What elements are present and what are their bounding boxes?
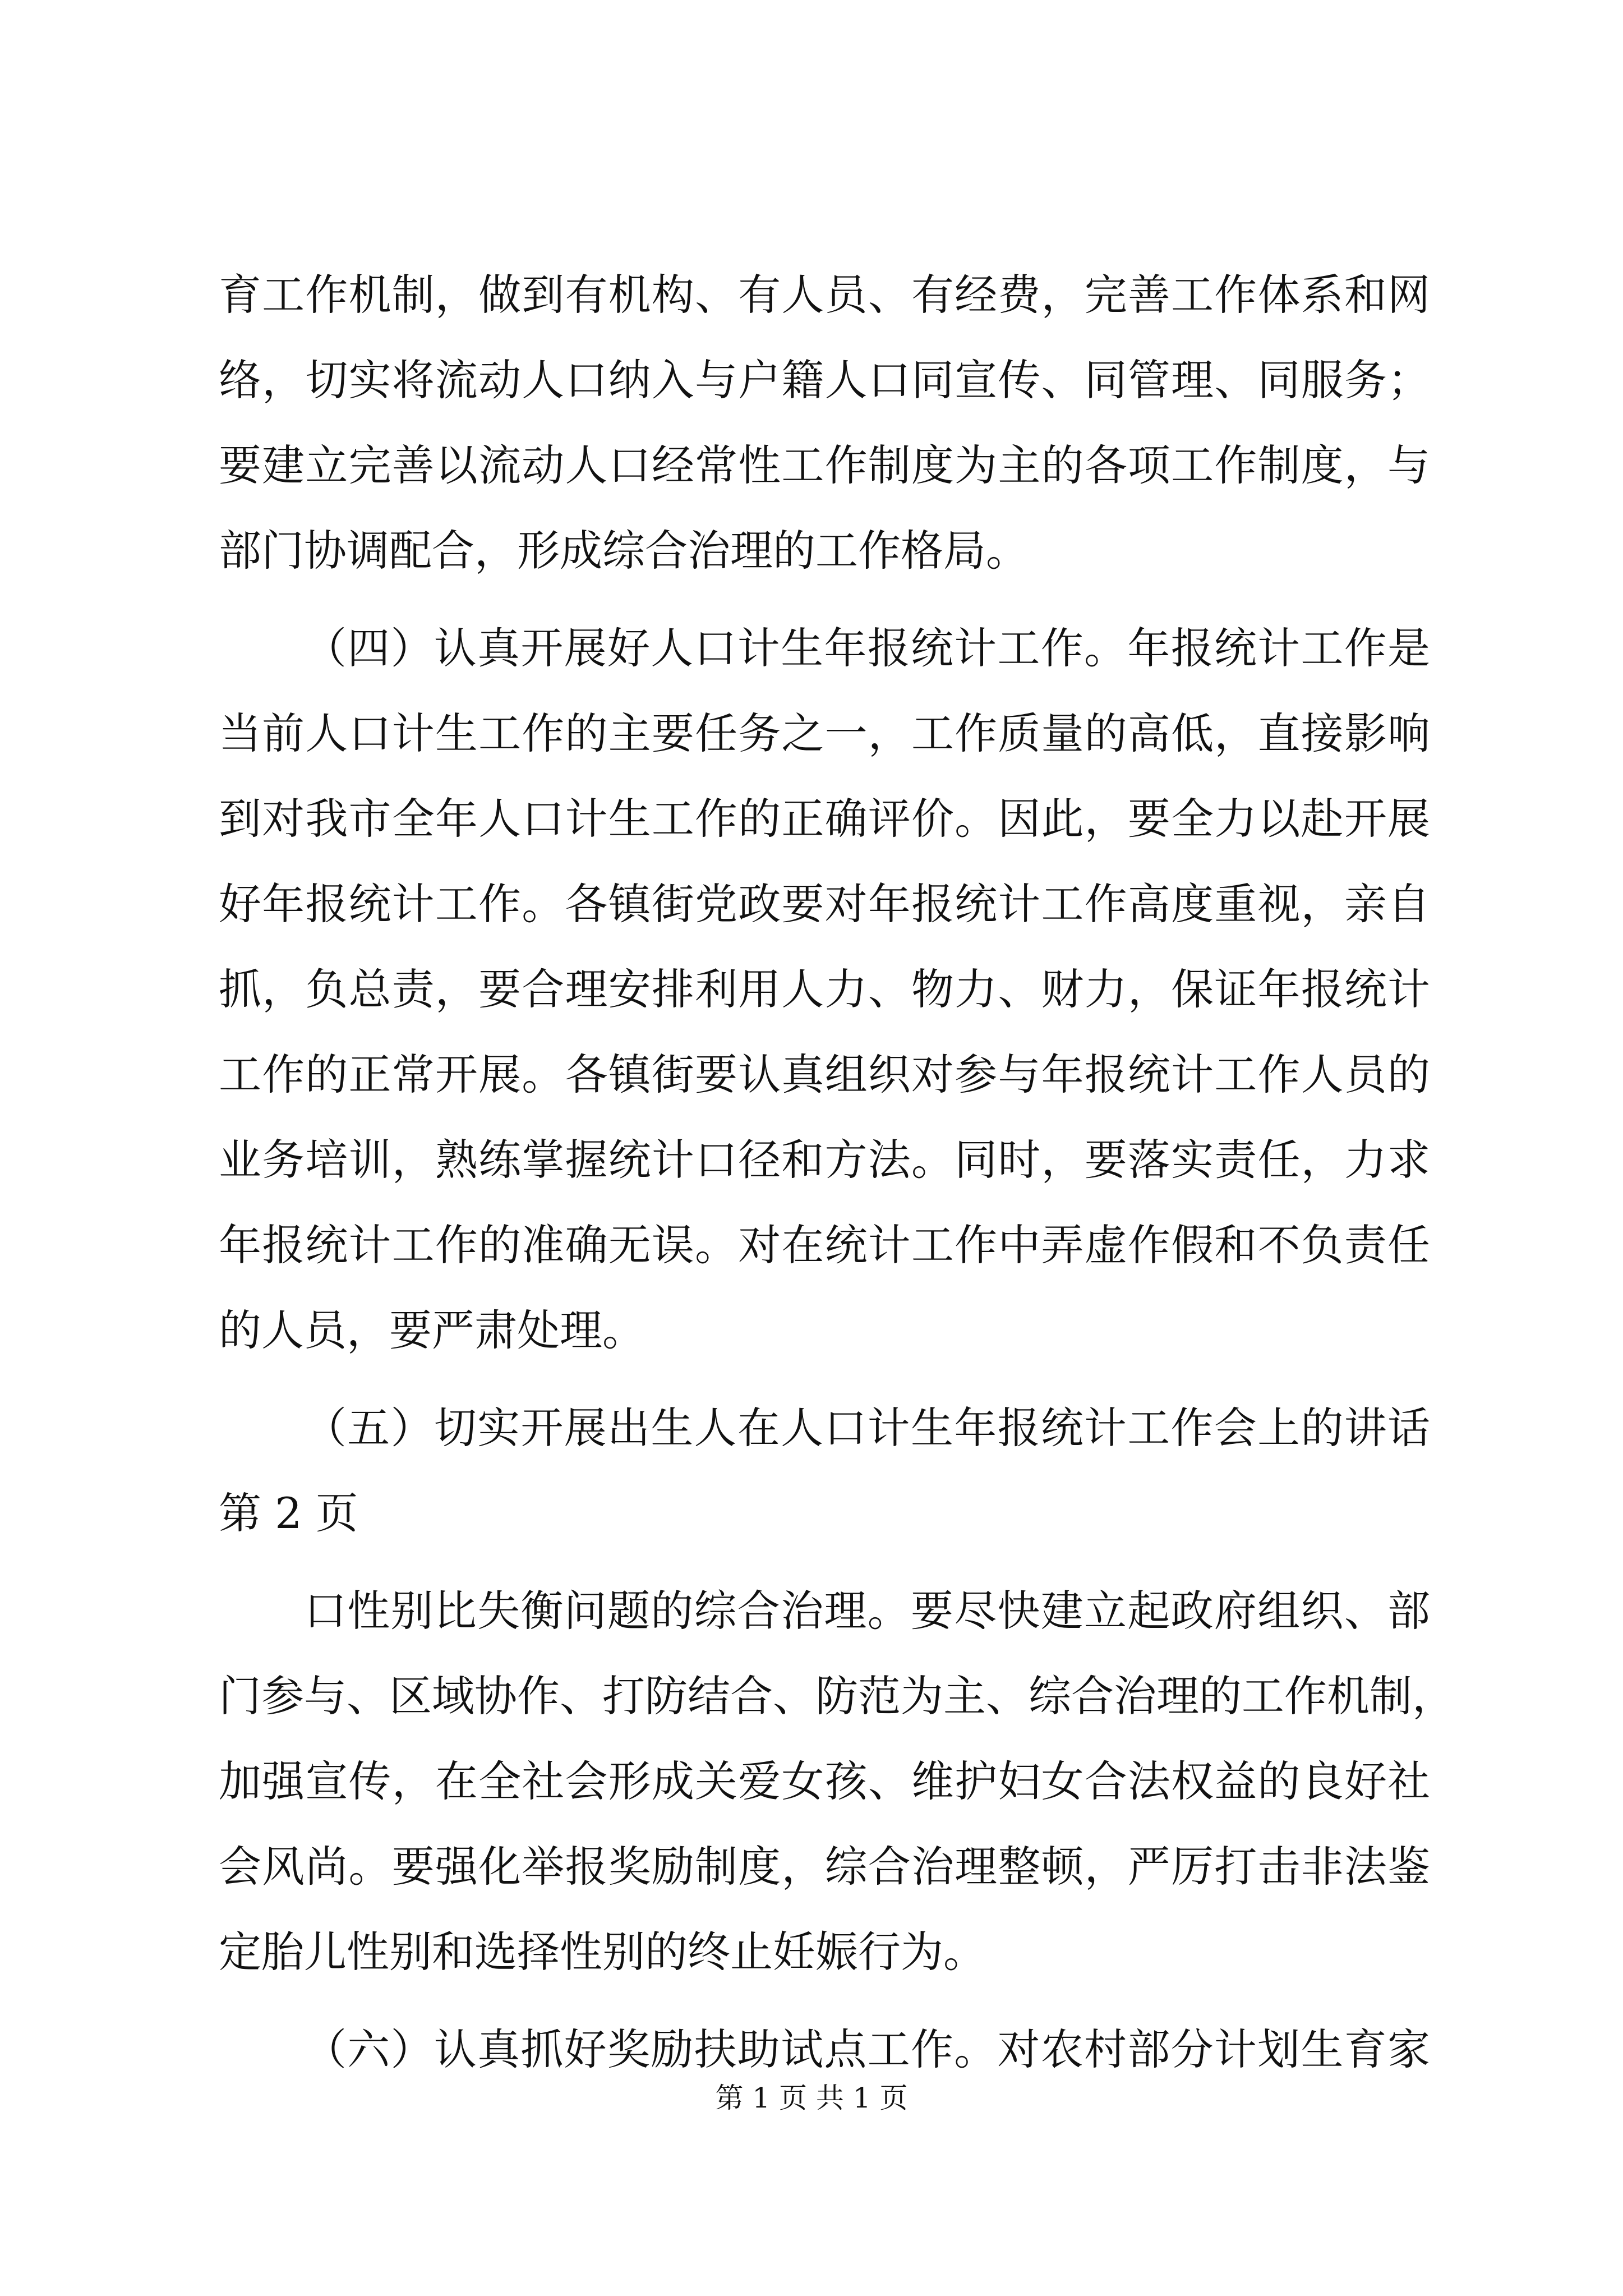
text-line: 部门协调配合，形成综合治理的工作格局。	[219, 526, 1029, 576]
page-footer: 第 1 页 共 1 页	[715, 2082, 908, 2114]
text-line: 工作的正常开展。各镇街要认真组织对参与年报统计工作人员的	[219, 1050, 1430, 1099]
text-line: 育工作机制，做到有机构、有人员、有经费，完善工作体系和网	[219, 270, 1430, 320]
text-line: 好年报统计工作。各镇街党政要对年报统计工作高度重视，亲自	[219, 879, 1430, 929]
text-line: 会风尚。要强化举报奖励制度，综合治理整顿，严厉打击非法鉴	[219, 1842, 1430, 1892]
text-line: 络，切实将流动人口纳入与户籍人口同宣传、同管理、同服务；	[219, 355, 1430, 405]
text-line: 要建立完善以流动人口经常性工作制度为主的各项工作制度，与	[219, 440, 1430, 490]
text-line: （六）认真抓好奖励扶助试点工作。对农村部分计划生育家	[304, 2024, 1430, 2074]
text-line: （五）切实开展出生人在人口计生年报统计工作会上的讲话	[304, 1403, 1430, 1453]
text-line: 的人员，要严肃处理。	[219, 1305, 645, 1355]
text-line: （四）认真开展好人口计生年报统计工作。年报统计工作是	[304, 623, 1430, 673]
text-line: 年报统计工作的准确无误。对在统计工作中弄虚作假和不负责任	[219, 1220, 1430, 1270]
paragraph	[219, 1568, 1455, 1995]
text-line: 到对我市全年人口计生工作的正确评价。因此，要全力以赴开展	[219, 794, 1430, 844]
text-line: 加强宣传，在全社会形成关爱女孩、维护妇女合法权益的良好社	[219, 1756, 1430, 1806]
paragraph	[219, 252, 1430, 593]
paragraph	[219, 1386, 1430, 1556]
text-line: 抓，负总责，要合理安排利用人力、物力、财力，保证年报统计	[219, 964, 1430, 1014]
text-line: 业务培训，熟练掌握统计口径和方法。同时，要落实责任，力求	[219, 1135, 1430, 1185]
text-line: 当前人口计生工作的主要任务之一，工作质量的高低，直接影响	[219, 708, 1430, 758]
text-line: 门参与、区域协作、打防结合、防范为主、综合治理的工作机制，	[219, 1671, 1455, 1721]
text-line: 定胎儿性别和选择性别的终止妊娠行为。	[219, 1927, 986, 1977]
page-marker: 第 2 页	[219, 1488, 358, 1538]
document-body	[219, 252, 1455, 2092]
paragraph	[219, 606, 1430, 1373]
text-line: 口性别比失衡问题的综合治理。要尽快建立起政府组织、部	[304, 1586, 1430, 1636]
